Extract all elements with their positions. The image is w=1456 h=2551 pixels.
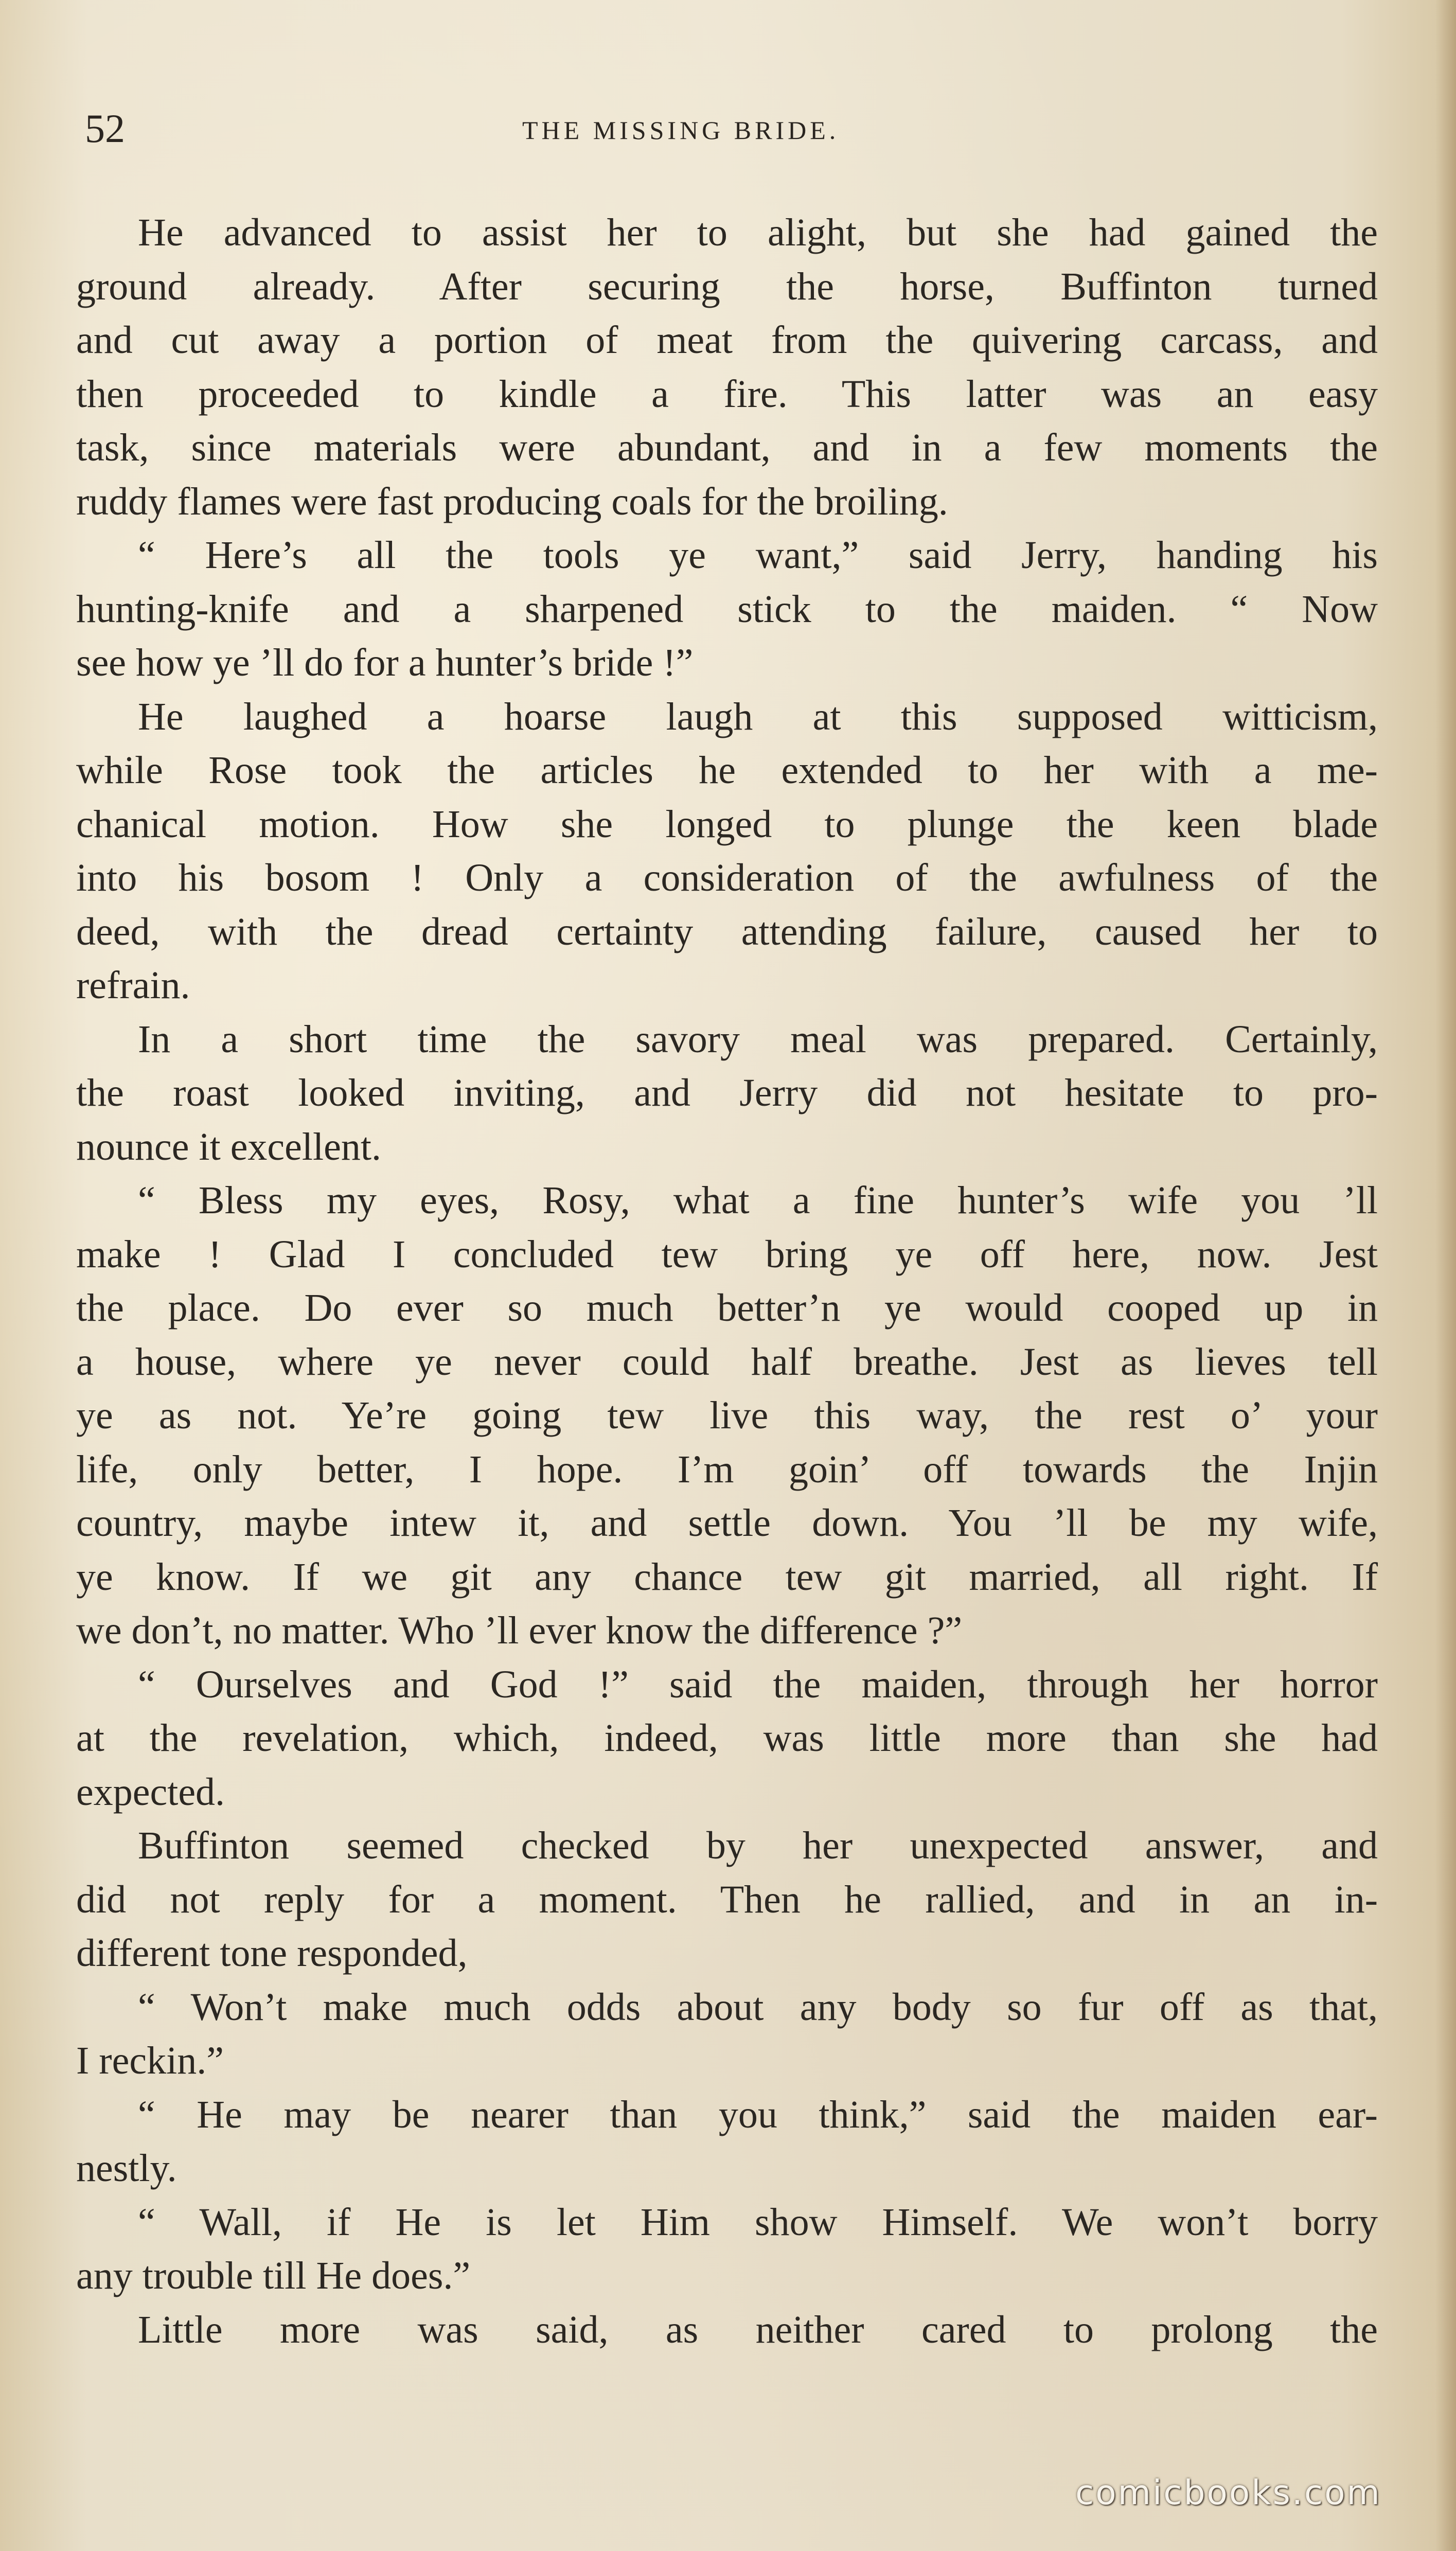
text-line: we don’t, no matter. Who ’ll ever know the difference ?”	[76, 1609, 963, 1652]
text-line: “ Won’t make much odds about any body so fur off as that,	[138, 1985, 1378, 2029]
text-line: “ Here’s all the tools ye want,” said Jerry, handing his	[138, 534, 1378, 577]
text-line: chanical motion. How she longed to plunge the keen blade	[76, 802, 1378, 846]
text-line: into his bosom ! Only a consideration of the awfulness of the	[76, 856, 1378, 899]
watermark: comicbooks.com	[1075, 2473, 1381, 2512]
text-line: a house, where ye never could half breathe. Jest as lieves tell	[76, 1340, 1378, 1384]
body-text	[76, 206, 1378, 2357]
page-number: 52	[85, 106, 125, 151]
text-line: nounce it excellent.	[76, 1125, 381, 1168]
text-line: different tone responded,	[76, 1932, 468, 1975]
text-line: Buffinton seemed checked by her unexpected answer, and	[138, 1824, 1378, 1867]
text-line: I reckin.”	[76, 2039, 224, 2082]
text-line: ruddy flames were fast producing coals for the broiling.	[76, 480, 948, 523]
running-title: THE MISSING BRIDE.	[522, 116, 840, 145]
text-line: ye as not. Ye’re going tew live this way, the rest o’ your	[76, 1394, 1378, 1437]
text-line: He advanced to assist her to alight, but she had gained the	[138, 211, 1378, 254]
text-line: and cut away a portion of meat from the quivering carcass, and	[76, 318, 1378, 362]
text-line: hunting-knife and a sharpened stick to the maiden. “ Now	[76, 587, 1378, 631]
text-line: “ Wall, if He is let Him show Himself. We won’t borry	[138, 2200, 1378, 2244]
text-line: life, only better, I hope. I’m goin’ off towards the Injin	[76, 1447, 1378, 1491]
running-head	[85, 105, 1371, 152]
text-line: make ! Glad I concluded tew bring ye off here, now. Jest	[76, 1232, 1378, 1276]
text-line: the place. Do ever so much better’n ye would cooped up in	[76, 1286, 1378, 1330]
text-line: then proceeded to kindle a fire. This latter was an easy	[76, 372, 1378, 416]
text-line: expected.	[76, 1770, 225, 1814]
text-line: country, maybe intew it, and settle down. You ’ll be my wife,	[76, 1501, 1378, 1545]
page-edge-shadow	[1435, 0, 1456, 2551]
text-line: “ He may be nearer than you think,” said the maiden ear-	[138, 2093, 1378, 2136]
text-line: see how ye ’ll do for a hunter’s bride !”	[76, 641, 694, 684]
text-line: Little more was said, as neither cared to prolong the	[138, 2308, 1378, 2351]
text-line: ye know. If we git any chance tew git married, all right. If	[76, 1555, 1378, 1599]
text-line: any trouble till He does.”	[76, 2254, 471, 2297]
text-line: In a short time the savory meal was prepared. Certainly,	[138, 1017, 1378, 1061]
text-line: nestly.	[76, 2147, 177, 2190]
text-line: did not reply for a moment. Then he rallied, and in an in-	[76, 1877, 1378, 1921]
text-line: at the revelation, which, indeed, was little more than she had	[76, 1716, 1378, 1760]
text-line: ground already. After securing the horse, Buffinton turned	[76, 264, 1378, 308]
text-line: the roast looked inviting, and Jerry did not hesitate to pro-	[76, 1071, 1378, 1114]
text-line: “ Bless my eyes, Rosy, what a fine hunter’s wife you ’ll	[138, 1179, 1378, 1222]
text-line: while Rose took the articles he extended to her with a me-	[76, 749, 1378, 792]
text-line: deed, with the dread certainty attending failure, caused her to	[76, 910, 1378, 953]
text-line: task, since materials were abundant, and in a few moments the	[76, 426, 1378, 469]
text-line: refrain.	[76, 964, 190, 1007]
text-line: “ Ourselves and God !” said the maiden, through her horror	[138, 1662, 1378, 1706]
text-line: He laughed a hoarse laugh at this supposed witticism,	[138, 695, 1378, 738]
